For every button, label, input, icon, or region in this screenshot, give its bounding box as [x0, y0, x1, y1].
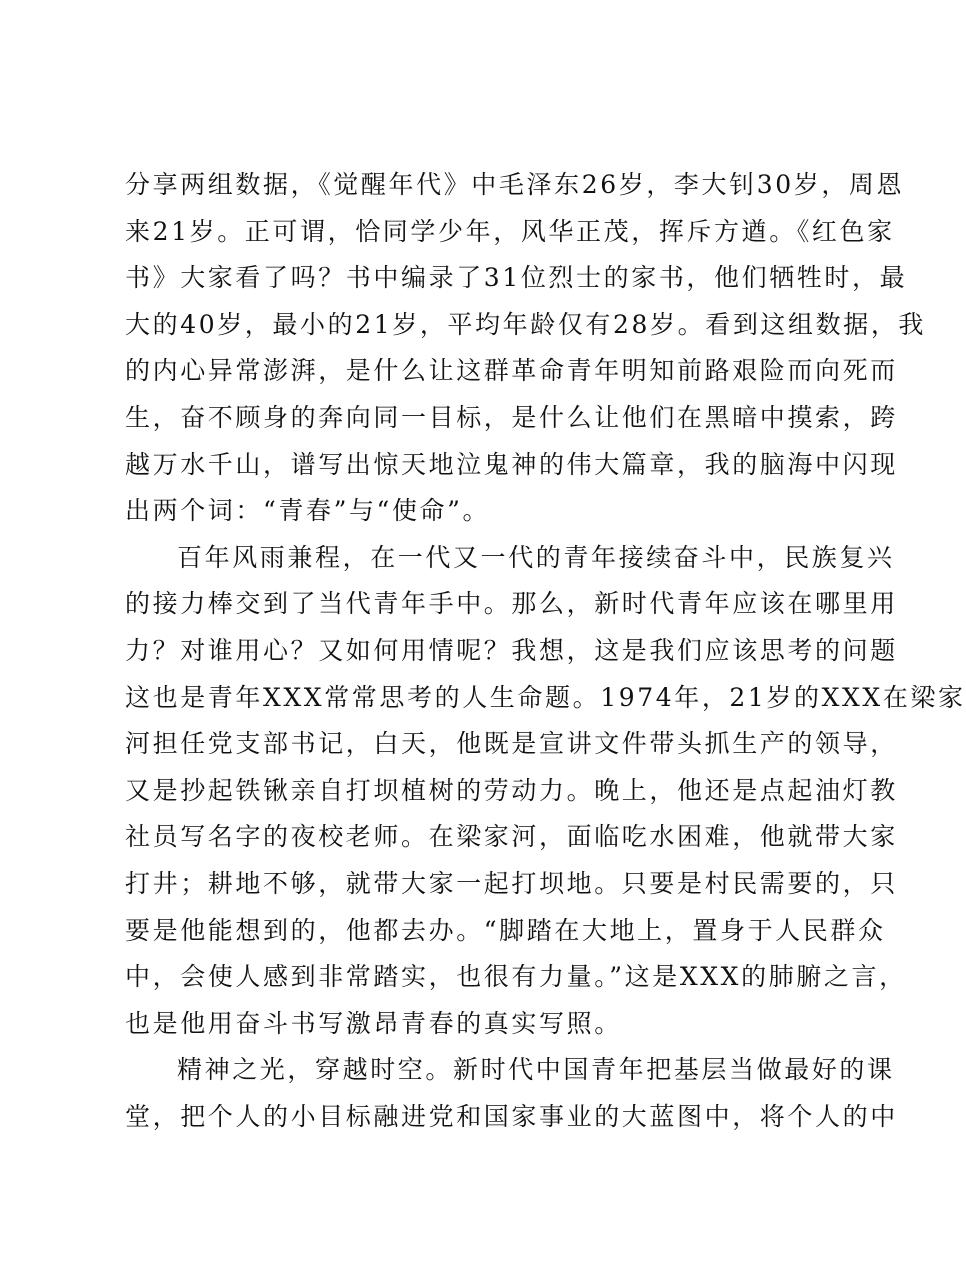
text-line: 书》大家看了吗？书中编录了31位烈士的家书，他们牺牲时，最 — [125, 263, 908, 293]
text-line: 河担任党支部书记，白天，他既是宣讲文件带头抓生产的领导， — [125, 729, 898, 759]
text-line: 的接力棒交到了当代青年手中。那么，新时代青年应该在哪里用 — [125, 589, 898, 619]
text-line: 要是他能想到的，他都去办。“脚踏在大地上，置身于人民群众 — [125, 915, 886, 945]
text-line: 的内心异常澎湃，是什么让这群革命青年明知前路艰险而向死而 — [125, 356, 898, 386]
text-line: 这也是青年XXX常常思考的人生命题。1974年，21岁的XXX在梁家 — [125, 682, 966, 712]
text-line: 也是他用奋斗书写激昂青春的真实写照。 — [125, 1008, 622, 1038]
text-line: 堂，把个人的小目标融进党和国家事业的大蓝图中，将个人的中 — [125, 1101, 898, 1131]
text-line: 出两个词：“青春”与“使命”。 — [125, 496, 491, 526]
paragraph-start-line: 百年风雨兼程，在一代又一代的青年接续奋斗中，民族复兴 — [177, 542, 895, 572]
text-line: 大的40岁，最小的21岁，平均年龄仅有28岁。看到这组数据，我 — [125, 309, 927, 339]
text-line: 分享两组数据，《觉醒年代》中毛泽东26岁，李大钊30岁，周恩 — [125, 170, 905, 199]
paragraph-start-line: 精神之光，穿越时空。新时代中国青年把基层当做最好的课 — [177, 1055, 895, 1085]
text-line: 生，奋不顾身的奔向同一目标，是什么让他们在黑暗中摸索，跨 — [125, 402, 898, 432]
text-line: 力？对谁用心？又如何用情呢？我想，这是我们应该思考的问题 — [125, 635, 898, 665]
body-text — [125, 162, 966, 1140]
text-line: 越万水千山，谱写出惊天地泣鬼神的伟大篇章，我的脑海中闪现 — [125, 449, 898, 479]
text-line: 社员写名字的夜校老师。在梁家河，面临吃水困难，他就带大家 — [125, 822, 898, 852]
text-line: 又是抄起铁锹亲自打坝植树的劳动力。晚上，他还是点起油灯教 — [125, 775, 898, 805]
text-line: 来21岁。正可谓，恰同学少年，风华正茂，挥斥方遒。《红色家 — [125, 216, 895, 246]
text-line: 打井；耕地不够，就带大家一起打坝地。只要是村民需要的，只 — [125, 868, 898, 898]
text-line: 中，会使人感到非常踏实，也很有力量。”这是XXX的肺腑之言， — [125, 962, 907, 992]
